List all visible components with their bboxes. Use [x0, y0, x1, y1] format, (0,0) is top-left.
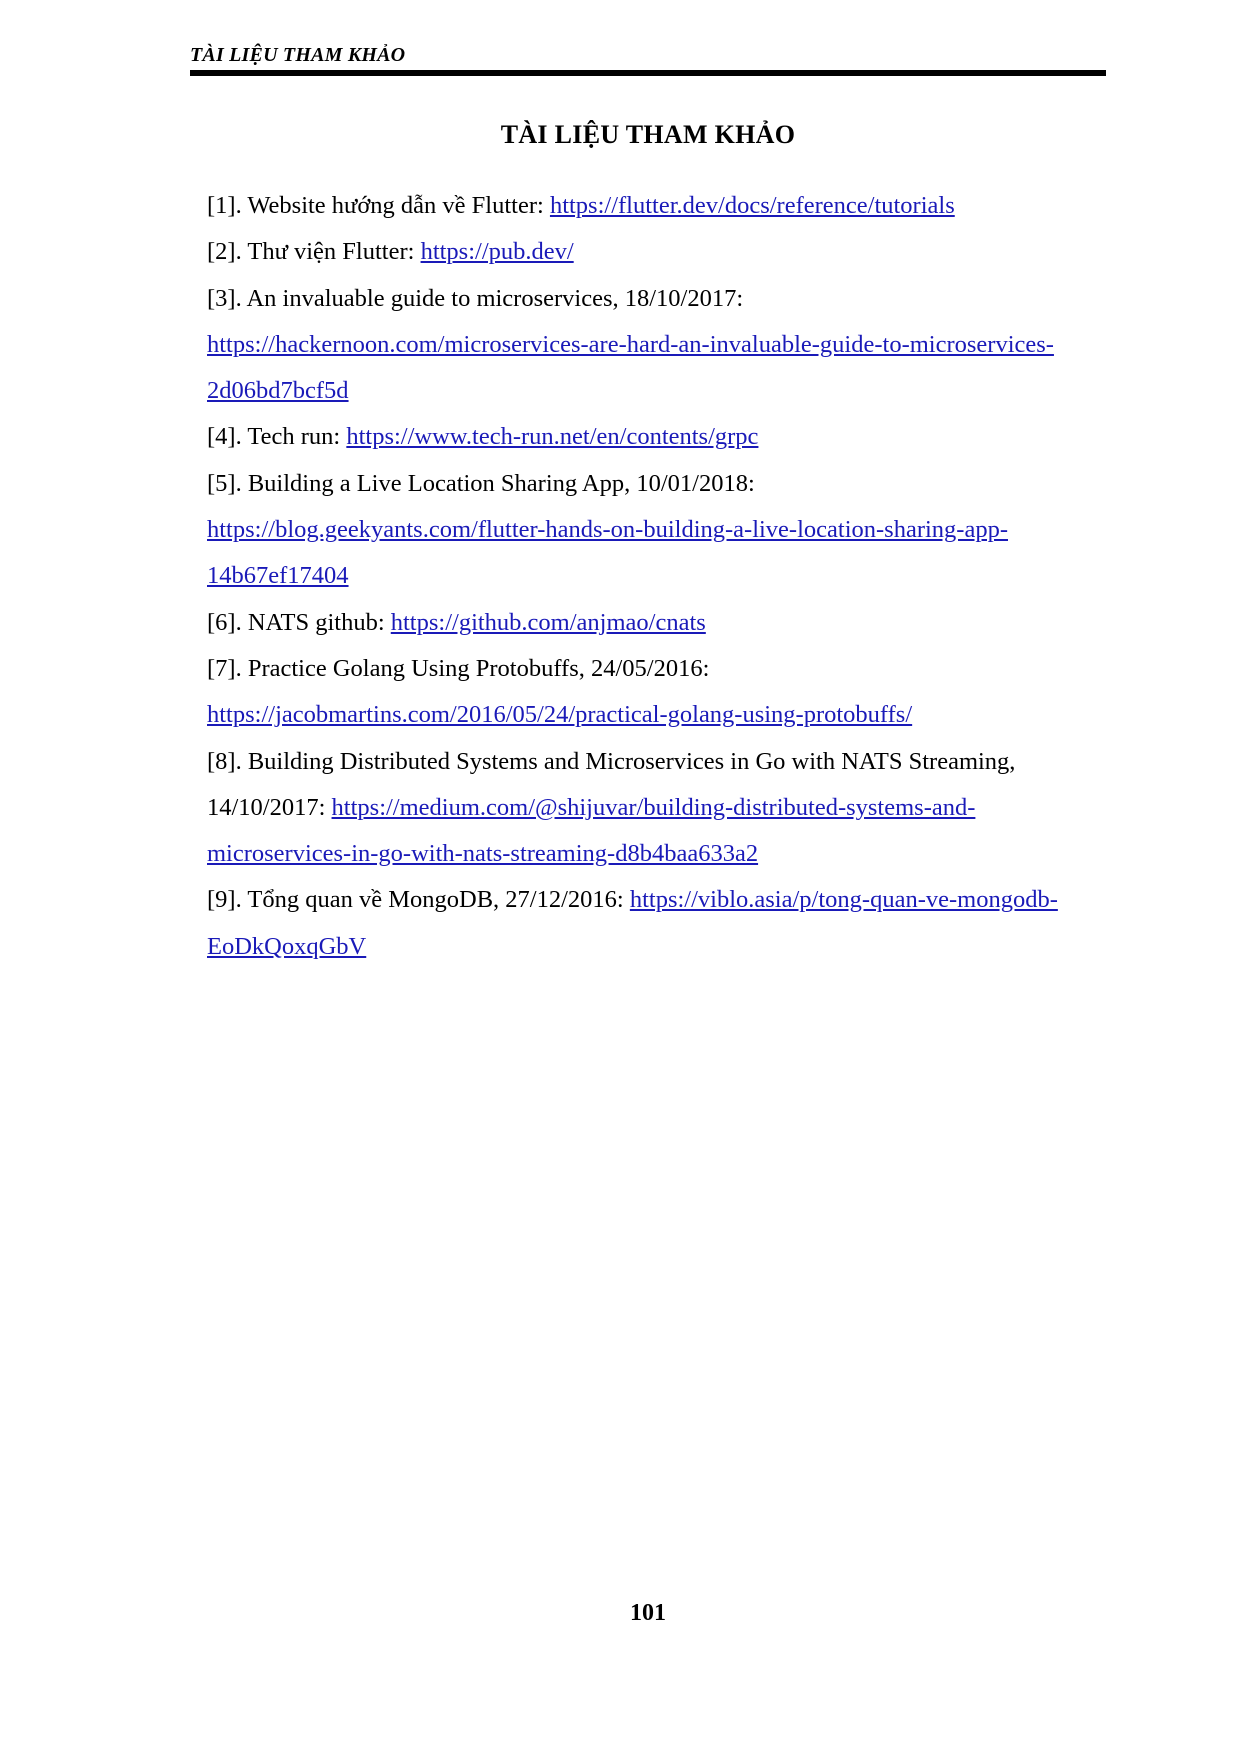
reference-text: [2]. Thư viện Flutter:: [207, 238, 421, 266]
page-number: 101: [630, 1600, 666, 1626]
reference-item: [207, 646, 1106, 739]
reference-link[interactable]: https://medium.com/@shijuvar/building-distributed-systems-and-microservices-in-go-with-nats-streaming-d8b4baa633a2: [207, 793, 976, 868]
reference-link[interactable]: https://blog.geekyants.com/flutter-hands-on-building-a-live-location-sharing-app-14b67ef17404: [207, 516, 1008, 590]
reference-text: [7]. Practice Golang Using Protobuffs, 24/05/2016:: [207, 654, 710, 682]
reference-item: [207, 461, 1106, 600]
reference-item: [207, 600, 1106, 646]
reference-item: [207, 877, 1106, 970]
reference-item: [207, 229, 1106, 275]
reference-link[interactable]: https://www.tech-run.net/en/contents/grpc: [346, 423, 759, 451]
reference-link[interactable]: https://jacobmartins.com/2016/05/24/practical-golang-using-protobuffs/: [207, 701, 913, 729]
reference-text: [3]. An invaluable guide to microservices, 18/10/2017:: [207, 284, 744, 312]
reference-text: [5]. Building a Live Location Sharing App, 10/01/2018:: [207, 469, 755, 497]
header-rule: [190, 70, 1106, 76]
page-title: TÀI LIỆU THAM KHẢO: [500, 120, 796, 149]
running-header: TÀI LIỆU THAM KHẢO: [190, 44, 406, 66]
reference-link[interactable]: https://hackernoon.com/microservices-are-hard-an-invaluable-guide-to-microservices-2d06bd7bcf5d: [207, 330, 1054, 405]
reference-item: [207, 414, 1106, 460]
reference-text: [8]. Building Distributed Systems and Microservices in Go with NATS Streaming, 14/10/2017:: [207, 747, 1016, 821]
reference-item: [207, 276, 1106, 415]
reference-text: [6]. NATS github:: [207, 608, 391, 636]
reference-link[interactable]: https://github.com/anjmao/cnats: [390, 608, 706, 636]
reference-item: [207, 739, 1106, 878]
reference-link[interactable]: https://viblo.asia/p/tong-quan-ve-mongodb-EoDkQoxqGbV: [207, 886, 1058, 960]
reference-text: [1]. Website hướng dẫn về Flutter:: [207, 192, 550, 219]
reference-item: [207, 183, 1106, 229]
reference-text: [4]. Tech run:: [207, 423, 347, 451]
reference-text: [9]. Tổng quan về MongoDB, 27/12/2016:: [207, 886, 630, 914]
reference-list: [207, 183, 1106, 970]
reference-link[interactable]: https://flutter.dev/docs/reference/tutorials: [549, 192, 955, 219]
reference-link[interactable]: https://pub.dev/: [420, 238, 574, 266]
